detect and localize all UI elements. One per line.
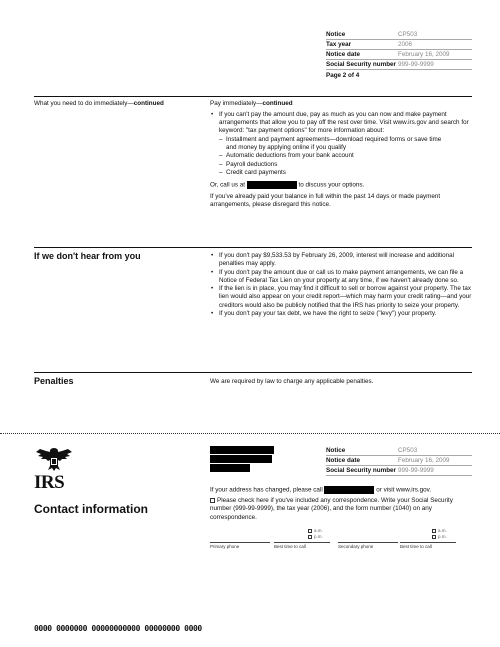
section-title-penalties: Penalties: [34, 376, 74, 386]
no-response-section: [210, 252, 472, 318]
tax-year-label: Tax year: [326, 41, 352, 48]
pm-checkbox[interactable]: [308, 535, 312, 539]
paid-note: If you've already paid your balance in full within the past 14 days or made payment arrangements, please disregard this notice.: [210, 192, 441, 208]
address-suffix: or visit www.irs.gov.: [376, 486, 432, 494]
section-divider: [34, 247, 472, 248]
section-divider: [34, 372, 472, 373]
notice-value: CP503: [398, 31, 418, 38]
pay-bullets: [210, 111, 472, 177]
ampm-choice: [432, 528, 447, 540]
call-prefix: Or, call us at: [210, 181, 245, 189]
notice-label: Notice: [326, 31, 346, 38]
irs-eagle-icon: [34, 446, 74, 472]
notice-label: Notice: [326, 447, 346, 454]
secondary-phone-field[interactable]: Secondary phone: [338, 542, 398, 549]
notice-date-value: February 16, 2009: [398, 457, 450, 464]
irs-logo-text: IRS: [34, 472, 65, 493]
list-item: • If you don't pay your tax debt, we have the right to seize ("levy") your property.: [210, 310, 472, 318]
notice-date-value: February 16, 2009: [398, 51, 450, 58]
ssn-value: 999-99-9999: [398, 467, 434, 474]
primary-phone-field[interactable]: Primary phone: [210, 542, 270, 549]
list-item: – Payroll deductions: [219, 161, 472, 169]
call-suffix: to discuss your options.: [298, 181, 365, 189]
redacted-address-line: [210, 446, 274, 454]
ssn-row: [326, 466, 472, 476]
pm-option: [308, 534, 323, 540]
phone-fields: [210, 528, 472, 552]
redacted-phone: [247, 181, 297, 189]
list-item-text: Installment and payment agreements—download required forms or save time: [226, 135, 442, 143]
am-checkbox[interactable]: [308, 529, 312, 533]
tear-line: [0, 433, 500, 434]
redacted-address-line: [210, 464, 250, 472]
list-item: [219, 136, 472, 153]
best-time-field[interactable]: Best time to call: [274, 542, 330, 549]
notice-info-table: [326, 30, 472, 79]
pm-option: [432, 534, 447, 540]
list-item: • If you don't pay $9,533.53 by February 26, 2009, interest will increase and additional penalties may apply.: [210, 252, 472, 269]
notice-date-row: [326, 50, 472, 60]
payment-options-list: [219, 136, 472, 177]
address-change-section: [210, 486, 472, 522]
pm-label: p.m.: [314, 534, 323, 539]
best-time-field[interactable]: Best time to call: [400, 542, 456, 549]
correspondence-line: [210, 497, 472, 522]
pay-bullet-text: If you can't pay the amount due, pay as much as you can now and make payment arrangements that allow you to pay off the rest over time. Visit www.irs.gov and search for keyword: "tax payment options" for more information about:: [219, 110, 469, 135]
tax-year-value: 2006: [398, 41, 413, 48]
pay-bullet: [210, 111, 472, 177]
notice-row: [326, 30, 472, 40]
redacted-address-line: [210, 455, 272, 463]
scan-line: 0000 0000000 00000000000 00000000 0000: [34, 624, 202, 633]
section-label-bold: continued: [133, 100, 164, 107]
notice-date-row: [326, 456, 472, 466]
ssn-label: Social Security number: [326, 61, 396, 68]
penalties-text: We are required by law to charge any applicable penalties.: [210, 378, 374, 385]
consequence-bullets: [210, 252, 472, 318]
am-checkbox[interactable]: [432, 529, 436, 533]
pay-heading: [210, 100, 472, 108]
section-label-immediately: [34, 100, 164, 107]
pm-label: p.m.: [438, 534, 447, 539]
section-title-no-response: If we don't hear from you: [34, 251, 141, 261]
ssn-value: 999-99-9999: [398, 61, 434, 68]
notice-date-label: Notice date: [326, 457, 360, 464]
correspondence-checkbox[interactable]: [210, 498, 215, 503]
section-divider: [34, 96, 472, 97]
notice-value: CP503: [398, 447, 418, 454]
ssn-label: Social Security number: [326, 467, 396, 474]
list-item: • If you don't pay the amount due or call us to make payment arrangements, we can file a Notice of Federal Tax Lien on your property at any time, if we haven't already done so.: [210, 269, 472, 286]
address-prefix: If your address has changed, please call: [210, 486, 323, 494]
contact-info-title: Contact information: [34, 502, 148, 516]
am-label: a.m.: [438, 528, 447, 533]
redacted-phone: [324, 486, 374, 494]
correspondence-text: Please check here if you've included any correspondence. Write your Social Security number (999-99-9999), the tax year (2006), and the form number (1040) on any correspondence.: [210, 496, 453, 521]
pay-heading-bold: continued: [262, 100, 293, 107]
page-number: Page 2 of 4: [326, 72, 360, 79]
notice-row: [326, 446, 472, 456]
ampm-choice: [308, 528, 323, 540]
ssn-row: [326, 60, 472, 70]
am-label: a.m.: [314, 528, 323, 533]
call-us-line: [210, 181, 472, 190]
list-item-continuation: and money by applying online if you qualify: [226, 143, 347, 151]
list-item: – Credit card payments: [219, 169, 472, 177]
list-item: • If the lien is in place, you may find it difficult to sell or borrow against your property. The tax lien would also appear on your credit report—which may harm your credit rating—and your creditors would also be publicly notified that the IRS has priority to seize your property.: [210, 285, 472, 310]
notice-date-label: Notice date: [326, 51, 360, 58]
address-change-line: [210, 486, 472, 495]
coupon-info-table: [326, 446, 472, 476]
section-label-text: What you need to do immediately—: [34, 100, 134, 107]
pay-heading-text: Pay immediately—: [210, 100, 263, 107]
tax-year-row: [326, 40, 472, 50]
pay-immediately-section: [210, 100, 472, 212]
pm-checkbox[interactable]: [432, 535, 436, 539]
list-item: – Automatic deductions from your bank account: [219, 152, 472, 160]
